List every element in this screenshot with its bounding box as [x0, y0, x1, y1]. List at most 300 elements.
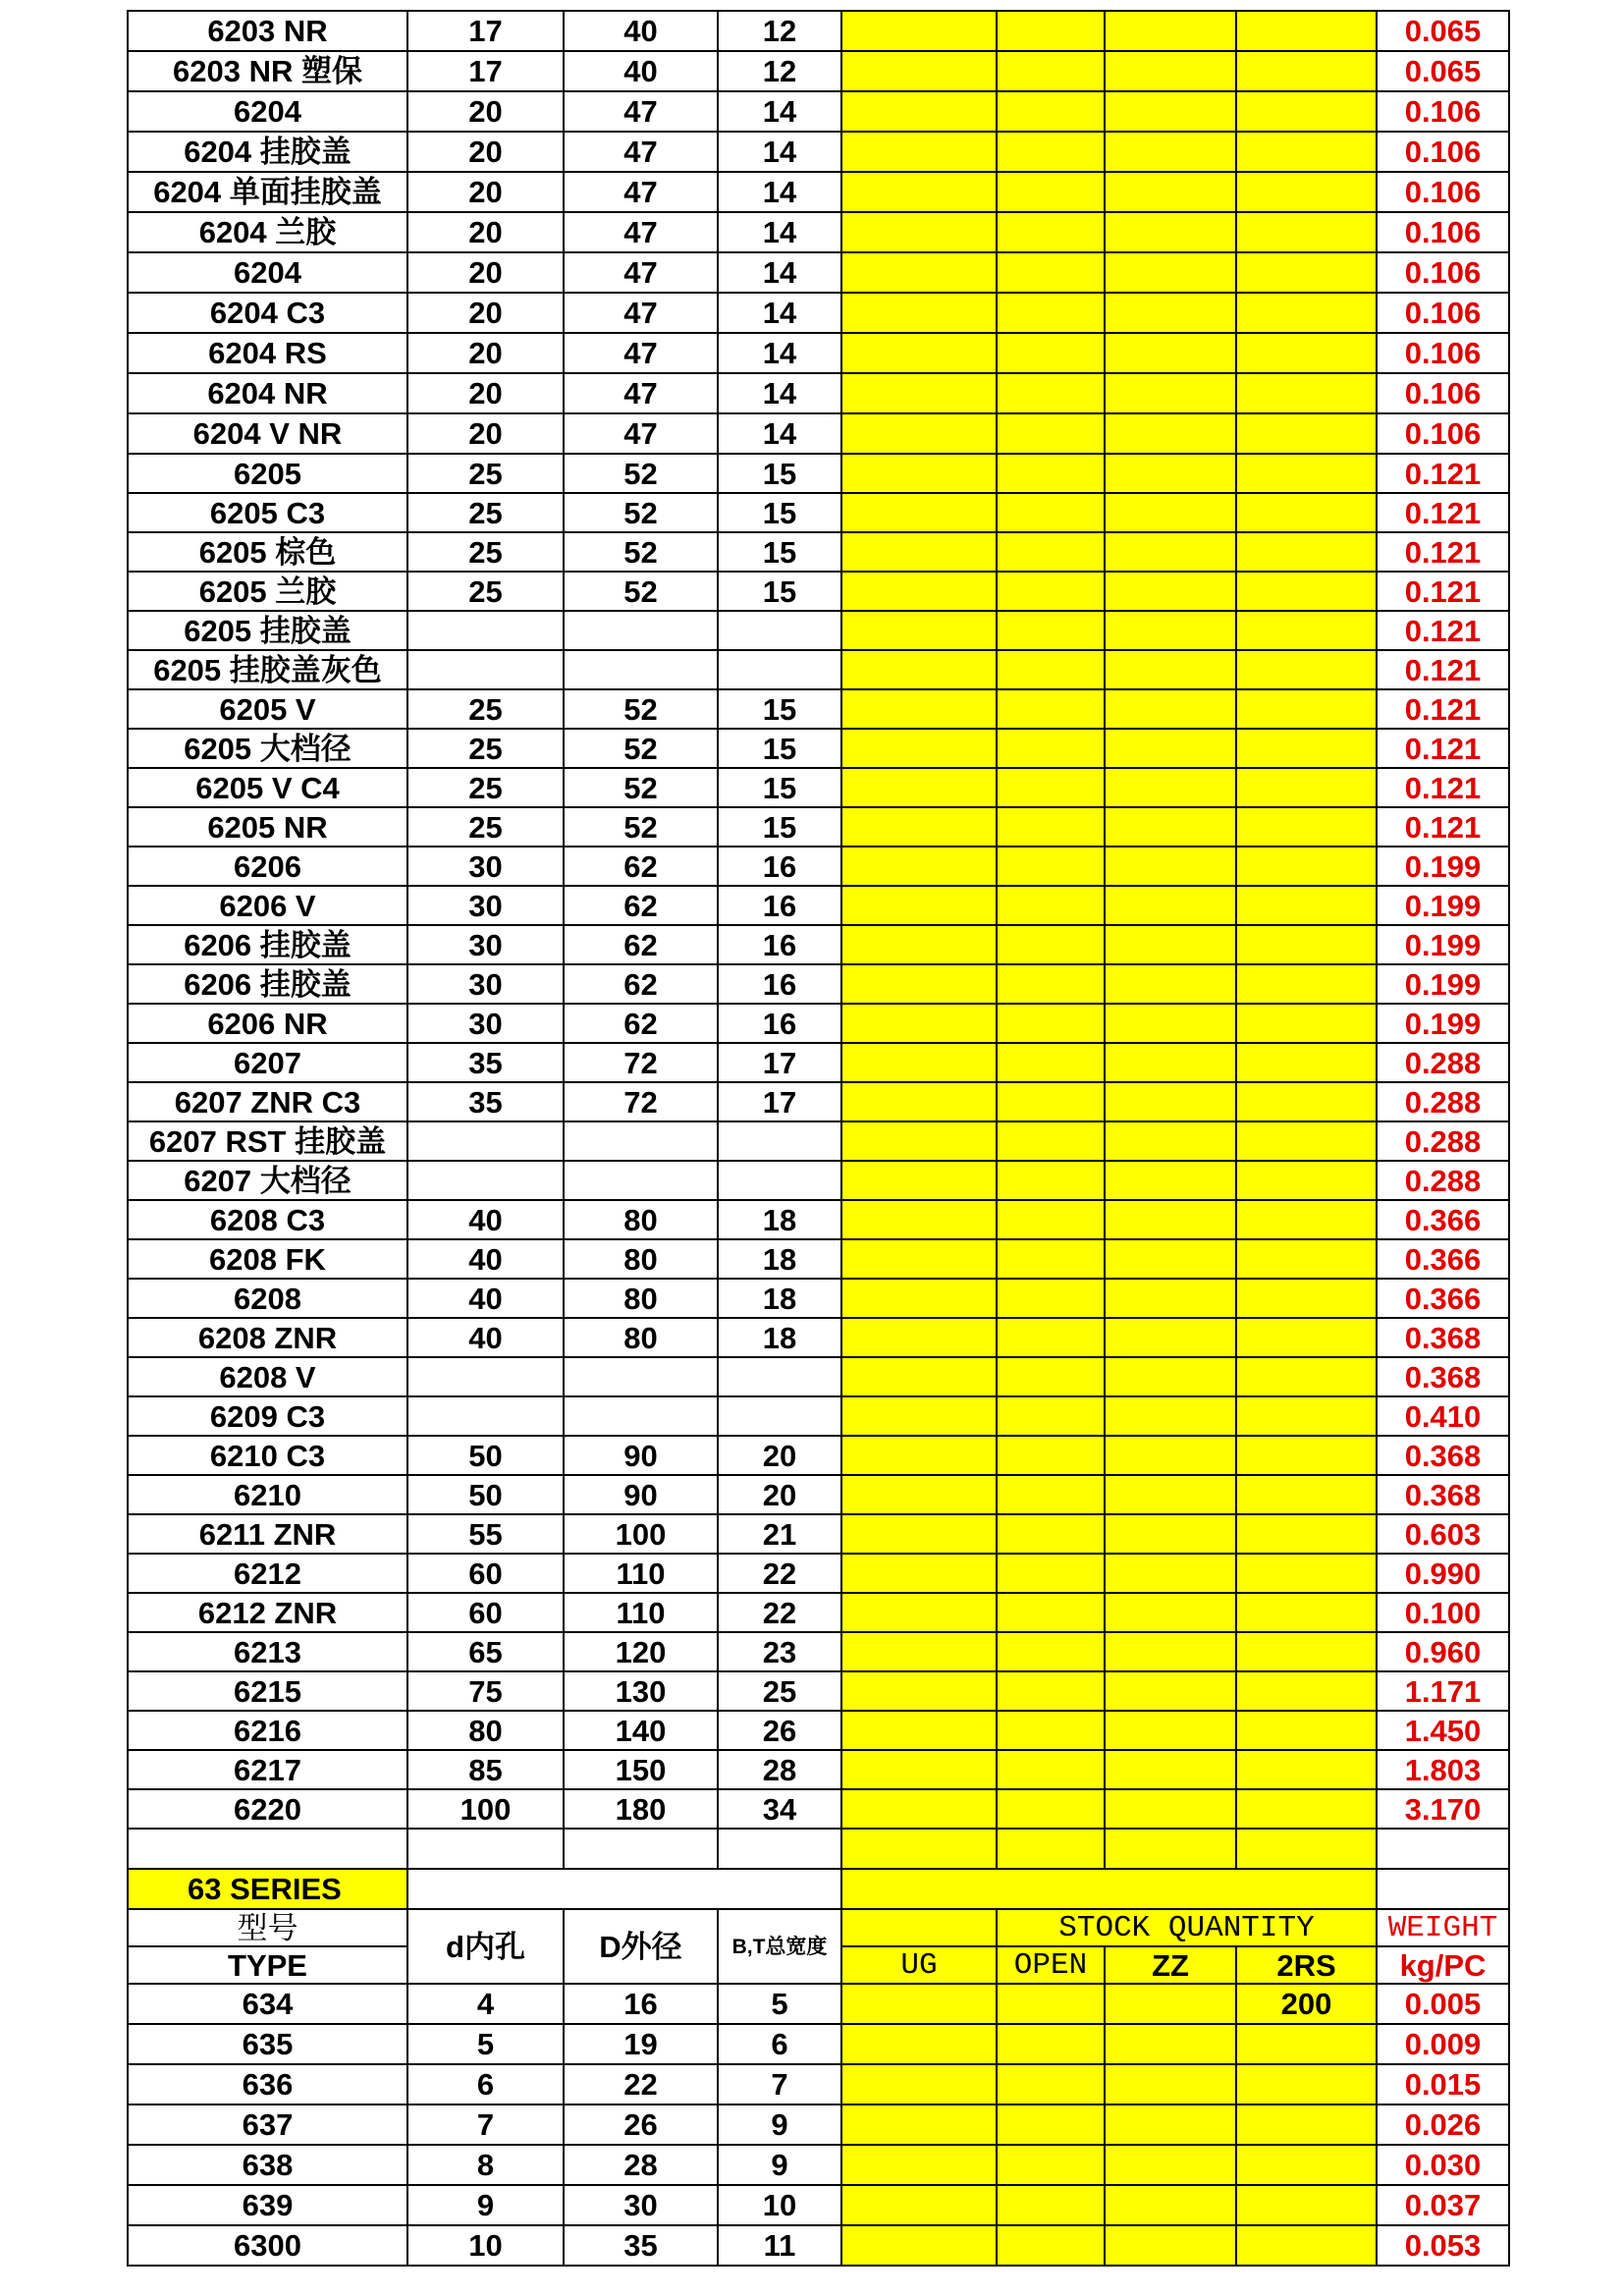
weight-cell[interactable]: 0.106 [1377, 91, 1509, 132]
stock-2rs-cell[interactable] [1236, 729, 1377, 768]
type-cell[interactable]: 6207 RST 挂胶盖 [128, 1121, 407, 1161]
stock-ug-cell[interactable] [841, 1161, 997, 1200]
stock-2rs-cell[interactable] [1236, 1396, 1377, 1436]
weight-cell[interactable]: 0.199 [1377, 1004, 1509, 1043]
stock-ug-cell[interactable] [841, 1632, 997, 1671]
stock-ug-cell[interactable] [841, 847, 997, 886]
stock-open-cell[interactable] [997, 1984, 1105, 2024]
outer-diameter-cell[interactable]: 47 [564, 333, 718, 373]
table-cell[interactable] [718, 1829, 841, 1869]
stock-ug-cell[interactable] [841, 413, 997, 454]
outer-diameter-cell[interactable]: 47 [564, 132, 718, 172]
stock-zz-cell[interactable] [1105, 51, 1236, 91]
width-cell[interactable]: 16 [718, 925, 841, 964]
type-cell[interactable]: 6204 NR [128, 373, 407, 413]
weight-cell[interactable]: 0.005 [1377, 1984, 1509, 2024]
width-cell[interactable]: 14 [718, 373, 841, 413]
stock-zz-cell[interactable] [1105, 807, 1236, 847]
stock-open-cell[interactable] [997, 2064, 1105, 2105]
inner-diameter-cell[interactable]: 35 [407, 1082, 564, 1121]
inner-diameter-cell[interactable]: 30 [407, 847, 564, 886]
stock-ug-cell[interactable] [841, 1984, 997, 2024]
stock-zz-cell[interactable] [1105, 1239, 1236, 1279]
outer-diameter-cell[interactable] [564, 1161, 718, 1200]
width-cell[interactable]: 14 [718, 132, 841, 172]
stock-open-cell[interactable] [997, 1043, 1105, 1082]
width-cell[interactable] [718, 1121, 841, 1161]
width-cell[interactable]: 14 [718, 172, 841, 212]
stock-2rs-cell[interactable] [1236, 413, 1377, 454]
stock-2rs-cell[interactable] [1236, 2064, 1377, 2105]
weight-cell[interactable]: 0.030 [1377, 2145, 1509, 2185]
weight-cell[interactable]: 0.026 [1377, 2105, 1509, 2145]
width-cell[interactable]: 15 [718, 768, 841, 807]
stock-zz-cell[interactable] [1105, 847, 1236, 886]
stock-open-cell[interactable] [997, 1711, 1105, 1750]
stock-ug-cell[interactable] [841, 2225, 997, 2266]
stock-2rs-cell[interactable] [1236, 1239, 1377, 1279]
type-cell[interactable]: 6203 NR 塑保 [128, 51, 407, 91]
stock-zz-cell[interactable] [1105, 2145, 1236, 2185]
type-cell[interactable]: 6204 [128, 252, 407, 293]
outer-diameter-cell[interactable]: 16 [564, 1984, 718, 2024]
inner-diameter-cell[interactable]: 30 [407, 964, 564, 1004]
type-cell[interactable]: 6207 [128, 1043, 407, 1082]
stock-ug-cell[interactable] [841, 611, 997, 650]
width-cell[interactable]: 23 [718, 1632, 841, 1671]
inner-diameter-cell[interactable]: 9 [407, 2185, 564, 2225]
stock-2rs-cell[interactable] [1236, 2105, 1377, 2145]
stock-zz-cell[interactable] [1105, 252, 1236, 293]
inner-diameter-cell[interactable] [407, 1161, 564, 1200]
stock-ug-cell[interactable] [841, 2145, 997, 2185]
stock-2rs-cell[interactable] [1236, 51, 1377, 91]
type-cell[interactable]: 6205 挂胶盖灰色 [128, 650, 407, 689]
weight-cell[interactable]: 0.366 [1377, 1279, 1509, 1318]
stock-ug-cell[interactable] [841, 51, 997, 91]
outer-diameter-cell[interactable]: 62 [564, 925, 718, 964]
width-cell[interactable]: 18 [718, 1318, 841, 1357]
weight-cell[interactable]: 0.199 [1377, 964, 1509, 1004]
stock-ug-cell[interactable] [841, 493, 997, 532]
outer-diameter-cell[interactable]: 52 [564, 768, 718, 807]
stock-zz-cell[interactable] [1105, 132, 1236, 172]
stock-2rs-cell[interactable] [1236, 886, 1377, 925]
type-cell[interactable]: 638 [128, 2145, 407, 2185]
type-cell[interactable]: 6204 兰胶 [128, 212, 407, 252]
inner-diameter-cell[interactable]: 20 [407, 212, 564, 252]
width-cell[interactable] [718, 1161, 841, 1200]
stock-ug-cell[interactable] [841, 132, 997, 172]
stock-open-cell[interactable] [997, 1475, 1105, 1514]
weight-cell[interactable]: 3.170 [1377, 1789, 1509, 1829]
inner-diameter-cell[interactable]: 7 [407, 2105, 564, 2145]
stock-ug-cell[interactable] [841, 1593, 997, 1632]
stock-ug-cell[interactable] [841, 2024, 997, 2064]
width-cell[interactable]: 25 [718, 1671, 841, 1711]
stock-ug-cell[interactable] [841, 2185, 997, 2225]
weight-cell[interactable]: 0.106 [1377, 373, 1509, 413]
inner-diameter-cell[interactable] [407, 611, 564, 650]
outer-diameter-cell[interactable]: 52 [564, 689, 718, 729]
table-cell[interactable] [997, 1829, 1105, 1869]
type-cell[interactable]: 639 [128, 2185, 407, 2225]
outer-diameter-cell[interactable]: 47 [564, 413, 718, 454]
stock-2rs-cell[interactable] [1236, 1593, 1377, 1632]
stock-ug-cell[interactable] [841, 886, 997, 925]
table-cell[interactable] [1105, 1829, 1236, 1869]
stock-ug-cell[interactable] [841, 729, 997, 768]
inner-diameter-cell[interactable]: 17 [407, 51, 564, 91]
table-cell[interactable] [407, 1869, 564, 1909]
stock-2rs-cell[interactable] [1236, 373, 1377, 413]
inner-diameter-cell[interactable]: 75 [407, 1671, 564, 1711]
type-cell[interactable]: 6205 V [128, 689, 407, 729]
width-cell[interactable]: 22 [718, 1593, 841, 1632]
outer-diameter-cell[interactable]: 52 [564, 532, 718, 572]
stock-zz-cell[interactable] [1105, 2185, 1236, 2225]
inner-diameter-cell[interactable]: 30 [407, 925, 564, 964]
stock-ug-cell[interactable] [841, 252, 997, 293]
stock-open-cell[interactable] [997, 413, 1105, 454]
stock-open-cell[interactable] [997, 1279, 1105, 1318]
stock-2rs-cell[interactable] [1236, 964, 1377, 1004]
stock-zz-cell[interactable] [1105, 11, 1236, 51]
stock-open-cell[interactable] [997, 172, 1105, 212]
stock-2rs-cell[interactable] [1236, 689, 1377, 729]
stock-ug-cell[interactable] [841, 454, 997, 493]
table-cell[interactable] [128, 1829, 407, 1869]
stock-open-cell[interactable] [997, 1750, 1105, 1789]
stock-2rs-cell[interactable] [1236, 1671, 1377, 1711]
outer-diameter-cell[interactable] [564, 1121, 718, 1161]
type-cell[interactable]: 6217 [128, 1750, 407, 1789]
type-cell[interactable]: 6210 [128, 1475, 407, 1514]
stock-zz-cell[interactable] [1105, 1514, 1236, 1554]
weight-cell[interactable]: 0.106 [1377, 132, 1509, 172]
stock-ug-cell[interactable] [841, 1200, 997, 1239]
stock-ug-cell[interactable] [841, 1279, 997, 1318]
stock-zz-cell[interactable] [1105, 1004, 1236, 1043]
weight-cell[interactable]: 0.121 [1377, 650, 1509, 689]
weight-cell[interactable]: 0.106 [1377, 252, 1509, 293]
stock-ug-cell[interactable] [841, 807, 997, 847]
stock-zz-cell[interactable] [1105, 2024, 1236, 2064]
outer-diameter-cell[interactable]: 62 [564, 964, 718, 1004]
stock-ug-cell[interactable] [841, 1357, 997, 1396]
stock-open-cell[interactable] [997, 1554, 1105, 1593]
stock-open-cell[interactable] [997, 572, 1105, 611]
width-cell[interactable]: 14 [718, 333, 841, 373]
stock-2rs-cell[interactable] [1236, 1200, 1377, 1239]
weight-cell[interactable]: 0.121 [1377, 729, 1509, 768]
outer-diameter-cell[interactable]: 40 [564, 51, 718, 91]
stock-zz-cell[interactable] [1105, 1318, 1236, 1357]
width-cell[interactable]: 16 [718, 886, 841, 925]
outer-diameter-cell[interactable]: 150 [564, 1750, 718, 1789]
weight-cell[interactable]: 0.199 [1377, 847, 1509, 886]
stock-open-cell[interactable] [997, 2185, 1105, 2225]
table-cell[interactable] [407, 1829, 564, 1869]
inner-diameter-cell[interactable]: 20 [407, 373, 564, 413]
stock-zz-cell[interactable] [1105, 925, 1236, 964]
inner-diameter-cell[interactable] [407, 1121, 564, 1161]
inner-diameter-cell[interactable]: 20 [407, 252, 564, 293]
stock-2rs-cell[interactable] [1236, 252, 1377, 293]
stock-open-cell[interactable] [997, 1082, 1105, 1121]
type-cell[interactable]: 6215 [128, 1671, 407, 1711]
stock-2rs-cell[interactable] [1236, 1475, 1377, 1514]
stock-ug-cell[interactable] [841, 11, 997, 51]
outer-diameter-cell[interactable]: 28 [564, 2145, 718, 2185]
outer-diameter-cell[interactable]: 90 [564, 1475, 718, 1514]
type-cell[interactable]: 6205 V C4 [128, 768, 407, 807]
stock-ug-cell[interactable] [841, 1789, 997, 1829]
weight-cell[interactable]: 0.960 [1377, 1632, 1509, 1671]
inner-diameter-cell[interactable]: 60 [407, 1554, 564, 1593]
outer-diameter-cell[interactable]: 80 [564, 1200, 718, 1239]
width-cell[interactable] [718, 1357, 841, 1396]
stock-2rs-cell[interactable] [1236, 293, 1377, 333]
weight-cell[interactable]: 1.171 [1377, 1671, 1509, 1711]
stock-zz-cell[interactable] [1105, 454, 1236, 493]
type-cell[interactable]: 6205 棕色 [128, 532, 407, 572]
stock-open-cell[interactable] [997, 847, 1105, 886]
stock-zz-cell[interactable] [1105, 413, 1236, 454]
type-cell[interactable]: 636 [128, 2064, 407, 2105]
table-cell[interactable] [718, 1869, 841, 1909]
width-cell[interactable]: 15 [718, 572, 841, 611]
stock-ug-cell[interactable] [841, 1475, 997, 1514]
weight-cell[interactable]: 0.106 [1377, 212, 1509, 252]
outer-diameter-cell[interactable]: 47 [564, 91, 718, 132]
stock-zz-cell[interactable] [1105, 1789, 1236, 1829]
stock-ug-cell[interactable] [841, 212, 997, 252]
width-cell[interactable]: 17 [718, 1082, 841, 1121]
stock-open-cell[interactable] [997, 454, 1105, 493]
weight-cell[interactable]: 0.410 [1377, 1396, 1509, 1436]
outer-diameter-cell[interactable]: 120 [564, 1632, 718, 1671]
outer-diameter-cell[interactable]: 40 [564, 11, 718, 51]
stock-ug-cell[interactable] [841, 1514, 997, 1554]
width-cell[interactable]: 15 [718, 729, 841, 768]
type-cell[interactable]: 6206 V [128, 886, 407, 925]
type-cell[interactable]: 635 [128, 2024, 407, 2064]
width-cell[interactable]: 5 [718, 1984, 841, 2024]
width-cell[interactable] [718, 611, 841, 650]
weight-cell[interactable]: 0.106 [1377, 293, 1509, 333]
stock-ug-cell[interactable] [841, 1043, 997, 1082]
weight-cell[interactable]: 0.199 [1377, 925, 1509, 964]
stock-2rs-cell[interactable] [1236, 1436, 1377, 1475]
outer-diameter-cell[interactable]: 52 [564, 729, 718, 768]
stock-zz-cell[interactable] [1105, 1436, 1236, 1475]
stock-ug-cell[interactable] [841, 650, 997, 689]
stock-open-cell[interactable] [997, 132, 1105, 172]
stock-zz-cell[interactable] [1105, 1554, 1236, 1593]
inner-diameter-cell[interactable]: 60 [407, 1593, 564, 1632]
stock-zz-cell[interactable] [1105, 1082, 1236, 1121]
stock-ug-cell[interactable] [841, 333, 997, 373]
inner-diameter-cell[interactable]: 25 [407, 729, 564, 768]
stock-open-cell[interactable] [997, 2145, 1105, 2185]
stock-ug-cell[interactable] [841, 1239, 997, 1279]
stock-ug-cell[interactable] [841, 689, 997, 729]
type-cell[interactable]: 6204 单面挂胶盖 [128, 172, 407, 212]
outer-diameter-cell[interactable]: 52 [564, 493, 718, 532]
stock-2rs-cell[interactable] [1236, 1357, 1377, 1396]
width-cell[interactable]: 14 [718, 91, 841, 132]
stock-open-cell[interactable] [997, 1004, 1105, 1043]
inner-diameter-cell[interactable]: 10 [407, 2225, 564, 2266]
stock-open-cell[interactable] [997, 964, 1105, 1004]
table-cell[interactable] [564, 1869, 718, 1909]
width-cell[interactable] [718, 1396, 841, 1436]
type-cell[interactable]: 6205 NR [128, 807, 407, 847]
width-cell[interactable] [718, 650, 841, 689]
type-cell[interactable]: 6206 NR [128, 1004, 407, 1043]
weight-cell[interactable]: 0.121 [1377, 532, 1509, 572]
stock-zz-cell[interactable] [1105, 1396, 1236, 1436]
width-cell[interactable]: 15 [718, 689, 841, 729]
stock-ug-cell[interactable] [841, 1396, 997, 1436]
type-cell[interactable]: 6205 大档径 [128, 729, 407, 768]
stock-2rs-cell[interactable] [1236, 132, 1377, 172]
stock-zz-cell[interactable] [1105, 2105, 1236, 2145]
stock-2rs-cell[interactable] [1236, 1554, 1377, 1593]
outer-diameter-cell[interactable]: 47 [564, 172, 718, 212]
type-cell[interactable]: 6204 RS [128, 333, 407, 373]
type-cell[interactable]: 6205 兰胶 [128, 572, 407, 611]
inner-diameter-cell[interactable]: 25 [407, 454, 564, 493]
weight-cell[interactable]: 0.288 [1377, 1121, 1509, 1161]
width-cell[interactable]: 15 [718, 454, 841, 493]
weight-cell[interactable]: 0.288 [1377, 1082, 1509, 1121]
stock-2rs-cell[interactable] [1236, 454, 1377, 493]
stock-open-cell[interactable] [997, 293, 1105, 333]
stock-2rs-cell[interactable] [1236, 2185, 1377, 2225]
type-cell[interactable]: 6213 [128, 1632, 407, 1671]
stock-zz-cell[interactable] [1105, 1671, 1236, 1711]
stock-zz-cell[interactable] [1105, 1711, 1236, 1750]
table-cell[interactable] [1377, 1869, 1509, 1909]
outer-diameter-cell[interactable]: 80 [564, 1318, 718, 1357]
width-cell[interactable]: 10 [718, 2185, 841, 2225]
inner-diameter-cell[interactable]: 30 [407, 1004, 564, 1043]
outer-diameter-cell[interactable]: 72 [564, 1082, 718, 1121]
stock-2rs-cell[interactable] [1236, 1043, 1377, 1082]
type-cell[interactable]: 6204 C3 [128, 293, 407, 333]
type-cell[interactable]: 6206 挂胶盖 [128, 925, 407, 964]
stock-ug-cell[interactable] [841, 2064, 997, 2105]
stock-2rs-cell[interactable] [1236, 1514, 1377, 1554]
outer-diameter-cell[interactable]: 72 [564, 1043, 718, 1082]
inner-diameter-cell[interactable]: 65 [407, 1632, 564, 1671]
stock-2rs-cell[interactable] [1236, 2225, 1377, 2266]
weight-cell[interactable]: 0.368 [1377, 1475, 1509, 1514]
stock-open-cell[interactable] [997, 212, 1105, 252]
table-cell[interactable] [1377, 1829, 1509, 1869]
table-cell[interactable] [1236, 1829, 1377, 1869]
stock-open-cell[interactable] [997, 1632, 1105, 1671]
weight-cell[interactable]: 0.603 [1377, 1514, 1509, 1554]
width-cell[interactable]: 6 [718, 2024, 841, 2064]
inner-diameter-cell[interactable]: 50 [407, 1475, 564, 1514]
stock-ug-cell[interactable] [841, 532, 997, 572]
table-cell[interactable] [841, 1869, 997, 1909]
inner-diameter-cell[interactable]: 80 [407, 1711, 564, 1750]
width-cell[interactable]: 14 [718, 293, 841, 333]
stock-ug-cell[interactable] [841, 768, 997, 807]
stock-zz-cell[interactable] [1105, 2064, 1236, 2105]
stock-zz-cell[interactable] [1105, 493, 1236, 532]
stock-2rs-cell[interactable]: 200 [1236, 1984, 1377, 2024]
stock-2rs-cell[interactable] [1236, 333, 1377, 373]
inner-diameter-cell[interactable]: 25 [407, 768, 564, 807]
width-cell[interactable]: 12 [718, 11, 841, 51]
inner-diameter-cell[interactable] [407, 1357, 564, 1396]
stock-2rs-cell[interactable] [1236, 212, 1377, 252]
outer-diameter-cell[interactable]: 100 [564, 1514, 718, 1554]
type-cell[interactable]: 6204 V NR [128, 413, 407, 454]
inner-diameter-cell[interactable]: 25 [407, 689, 564, 729]
stock-open-cell[interactable] [997, 611, 1105, 650]
stock-2rs-cell[interactable] [1236, 807, 1377, 847]
width-cell[interactable]: 7 [718, 2064, 841, 2105]
stock-open-cell[interactable] [997, 807, 1105, 847]
outer-diameter-cell[interactable]: 62 [564, 1004, 718, 1043]
stock-open-cell[interactable] [997, 1593, 1105, 1632]
inner-diameter-cell[interactable]: 40 [407, 1200, 564, 1239]
stock-open-cell[interactable] [997, 333, 1105, 373]
stock-ug-cell[interactable] [841, 172, 997, 212]
weight-cell[interactable]: 0.121 [1377, 689, 1509, 729]
weight-cell[interactable]: 1.803 [1377, 1750, 1509, 1789]
stock-zz-cell[interactable] [1105, 172, 1236, 212]
stock-zz-cell[interactable] [1105, 1161, 1236, 1200]
width-cell[interactable]: 9 [718, 2145, 841, 2185]
outer-diameter-cell[interactable]: 52 [564, 454, 718, 493]
stock-zz-cell[interactable] [1105, 212, 1236, 252]
stock-2rs-cell[interactable] [1236, 532, 1377, 572]
outer-diameter-cell[interactable]: 90 [564, 1436, 718, 1475]
stock-open-cell[interactable] [997, 2024, 1105, 2064]
weight-cell[interactable]: 0.037 [1377, 2185, 1509, 2225]
width-cell[interactable]: 14 [718, 212, 841, 252]
width-cell[interactable]: 22 [718, 1554, 841, 1593]
stock-2rs-cell[interactable] [1236, 1711, 1377, 1750]
width-cell[interactable]: 15 [718, 493, 841, 532]
width-cell[interactable]: 18 [718, 1200, 841, 1239]
type-cell[interactable]: 6208 FK [128, 1239, 407, 1279]
type-cell[interactable]: 6212 [128, 1554, 407, 1593]
weight-cell[interactable]: 0.121 [1377, 768, 1509, 807]
weight-cell[interactable]: 0.121 [1377, 572, 1509, 611]
stock-zz-cell[interactable] [1105, 572, 1236, 611]
type-cell[interactable]: 6207 ZNR C3 [128, 1082, 407, 1121]
outer-diameter-cell[interactable] [564, 1396, 718, 1436]
outer-diameter-cell[interactable]: 80 [564, 1279, 718, 1318]
stock-zz-cell[interactable] [1105, 1357, 1236, 1396]
stock-2rs-cell[interactable] [1236, 91, 1377, 132]
stock-open-cell[interactable] [997, 1200, 1105, 1239]
stock-ug-cell[interactable] [841, 1436, 997, 1475]
outer-diameter-cell[interactable] [564, 1357, 718, 1396]
inner-diameter-cell[interactable]: 40 [407, 1279, 564, 1318]
inner-diameter-cell[interactable]: 35 [407, 1043, 564, 1082]
stock-zz-cell[interactable] [1105, 1279, 1236, 1318]
outer-diameter-cell[interactable]: 19 [564, 2024, 718, 2064]
